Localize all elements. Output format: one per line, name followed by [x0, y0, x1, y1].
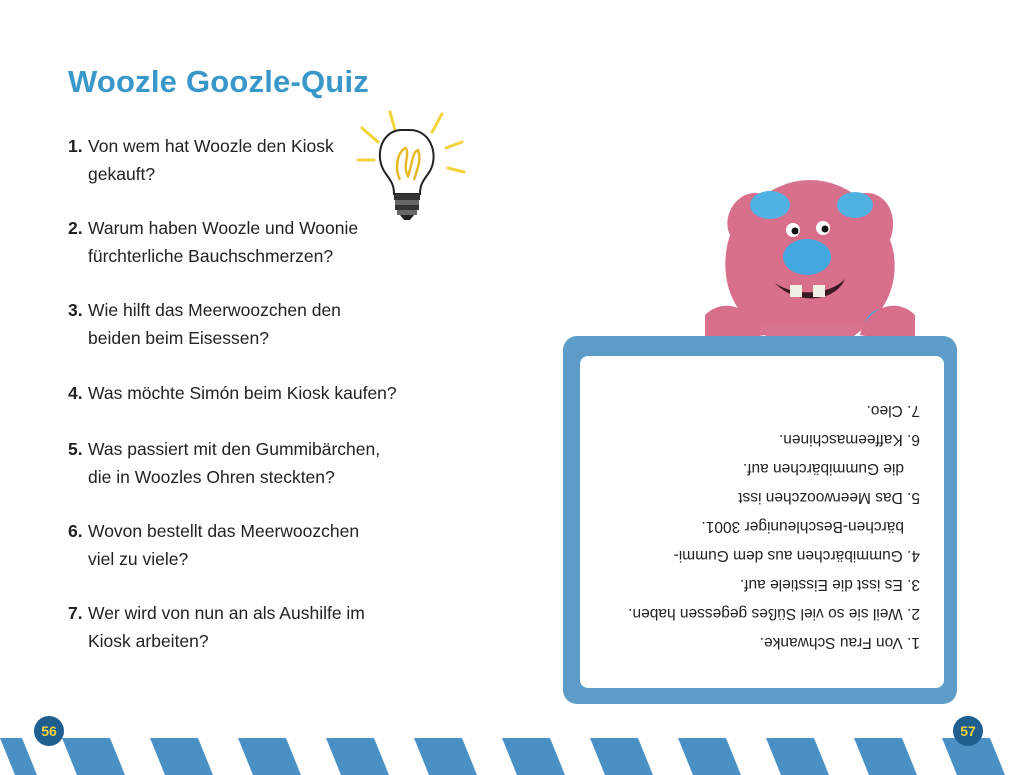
question-number: 4. — [68, 383, 83, 403]
question-number: 7. — [68, 603, 83, 623]
question-text: Wovon bestellt das Meerwoozchen — [88, 521, 360, 541]
question-text-continued: viel zu viele? — [88, 549, 189, 569]
page-number-left: 56 — [34, 716, 64, 746]
answer-line: 4. Gummibärchen aus dem Gummi- — [673, 547, 920, 564]
question-text-continued: die in Woozles Ohren steckten? — [88, 467, 335, 487]
page-number-right: 57 — [953, 716, 983, 746]
question-text-continued: Kiosk arbeiten? — [88, 631, 209, 651]
question-text-continued: gekauft? — [88, 164, 156, 184]
answer-line: 5. Das Meerwoozchen isst — [738, 489, 920, 506]
question-number: 1. — [68, 136, 83, 156]
question-text: Wer wird von nun an als Aushilfe im — [88, 603, 365, 623]
question-number: 5. — [68, 439, 83, 459]
question-text: Was möchte Simón beim Kiosk kaufen? — [88, 383, 397, 403]
lightbulb-icon — [350, 110, 470, 222]
answer-line: 3. Es isst die Eisstiele auf. — [739, 576, 920, 593]
question-number: 2. — [68, 218, 83, 238]
question-2 — [68, 214, 428, 270]
question-text-continued: fürchterliche Bauchschmerzen? — [88, 246, 334, 266]
decorative-stripes — [0, 738, 1020, 775]
question-6 — [68, 517, 428, 573]
question-5 — [68, 435, 428, 491]
question-text: Von wem hat Woozle den Kiosk — [88, 136, 334, 156]
page-title: Woozle Goozle-Quiz — [68, 64, 369, 99]
question-4 — [68, 379, 428, 407]
answer-line: 7. Cleo. — [866, 402, 920, 419]
question-text: Was passiert mit den Gummibärchen, — [88, 439, 381, 459]
answer-line: 2. Weil sie so viel Süßes gegessen haben. — [628, 605, 920, 622]
answers-upside-down — [585, 396, 920, 657]
answer-line: die Gummibärchen auf. — [742, 460, 904, 477]
question-number: 3. — [68, 300, 83, 320]
question-text-continued: beiden beim Eisessen? — [88, 328, 269, 348]
question-text: Wie hilft das Meerwoozchen den — [88, 300, 341, 320]
answer-line: bärchen-Beschleuniger 3001. — [701, 518, 904, 535]
question-7 — [68, 599, 428, 655]
answer-line: 1. Von Frau Schwanke. — [759, 634, 920, 651]
monster-illustration — [695, 175, 925, 360]
question-3 — [68, 296, 428, 352]
question-number: 6. — [68, 521, 83, 541]
answer-line: 6. Kaffeemaschinen. — [778, 431, 920, 448]
question-text: Warum haben Woozle und Woonie — [88, 218, 359, 238]
